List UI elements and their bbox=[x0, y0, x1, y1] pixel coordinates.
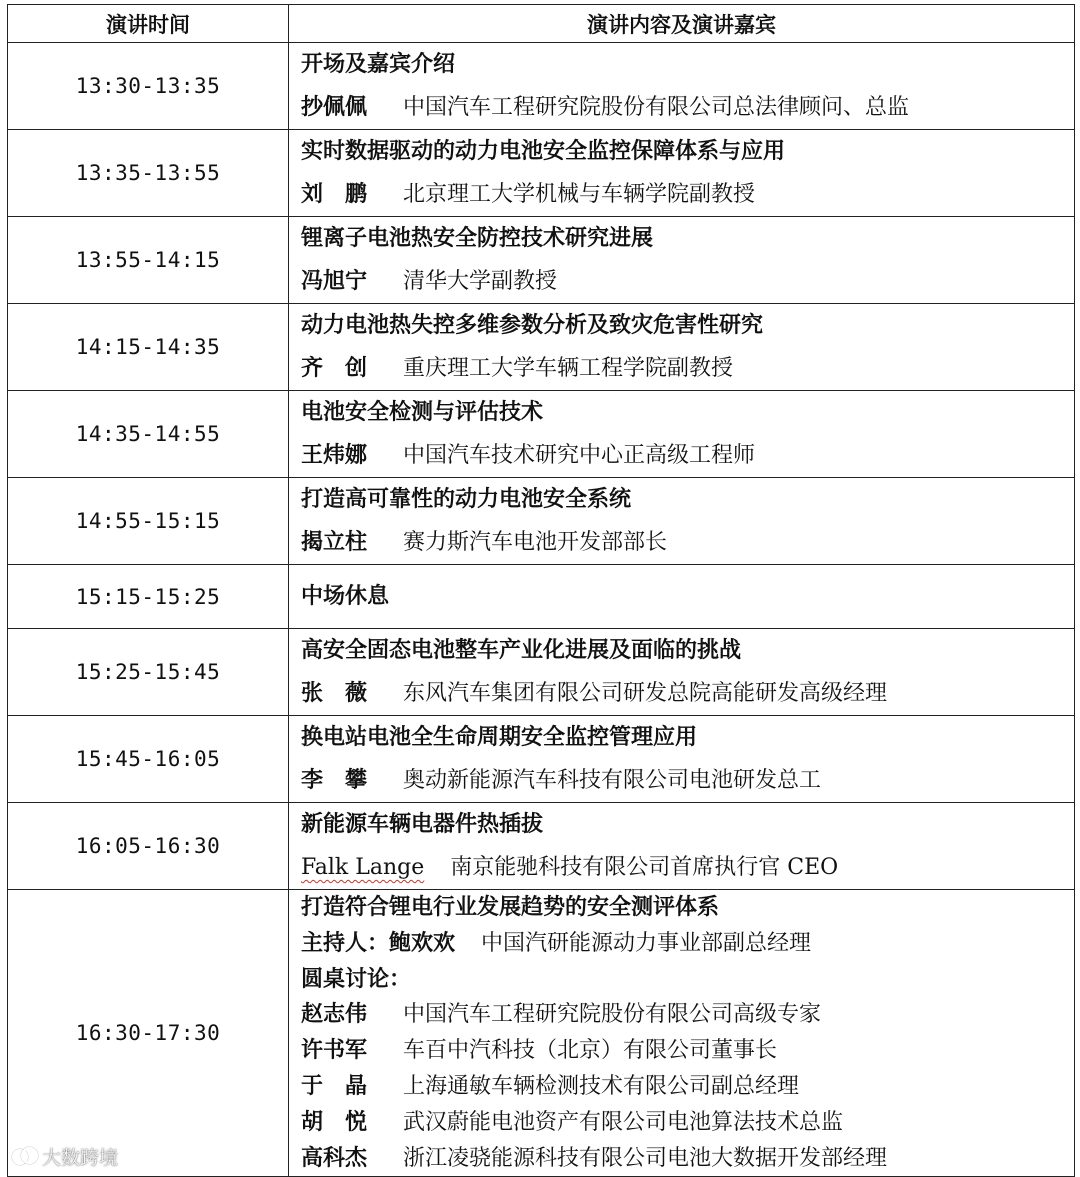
roundtable-row bbox=[8, 890, 1075, 1177]
speaker-name: 抄佩佩 bbox=[301, 94, 368, 120]
panelist-line bbox=[301, 1033, 1074, 1069]
session-row bbox=[8, 43, 1075, 130]
header-row bbox=[8, 5, 1075, 43]
session-time: 16:05-16:30 bbox=[8, 803, 289, 890]
speaker-line bbox=[301, 521, 1074, 564]
speaker-line bbox=[301, 173, 1074, 216]
session-time: 14:15-14:35 bbox=[8, 304, 289, 391]
roundtable-title: 打造符合锂电行业发展趋势的安全测评体系 bbox=[301, 894, 720, 920]
speaker-line bbox=[301, 86, 1074, 129]
speaker-line bbox=[301, 759, 1074, 802]
break-row bbox=[8, 565, 1075, 629]
panelist-name: 于 晶 bbox=[301, 1072, 368, 1099]
session-content bbox=[289, 478, 1075, 565]
session-content bbox=[289, 716, 1075, 803]
speaker-line bbox=[301, 672, 1074, 715]
session-title: 打造高可靠性的动力电池安全系统 bbox=[301, 486, 632, 512]
session-title: 新能源车辆电器件热插拔 bbox=[301, 811, 544, 837]
speaker-name: 齐 创 bbox=[301, 355, 368, 381]
agenda-table bbox=[7, 4, 1075, 1177]
session-row bbox=[8, 391, 1075, 478]
session-title: 高安全固态电池整车产业化进展及面临的挑战 bbox=[301, 637, 742, 663]
host-name: 主持人：鲍欢欢 bbox=[301, 929, 456, 956]
session-content bbox=[289, 43, 1075, 130]
session-row bbox=[8, 629, 1075, 716]
panelist-line bbox=[301, 1141, 1074, 1177]
time-column-header: 演讲时间 bbox=[8, 5, 289, 43]
panelist-affiliation: 浙江凌骁能源科技有限公司电池大数据开发部经理 bbox=[403, 1145, 888, 1171]
session-content bbox=[289, 391, 1075, 478]
content-column-header: 演讲内容及演讲嘉宾 bbox=[289, 5, 1075, 43]
session-title: 电池安全检测与评估技术 bbox=[301, 399, 544, 425]
session-time: 15:15-15:25 bbox=[8, 565, 289, 629]
host-line bbox=[301, 926, 1074, 962]
speaker-line bbox=[301, 347, 1074, 390]
session-time: 14:35-14:55 bbox=[8, 391, 289, 478]
session-row bbox=[8, 803, 1075, 890]
session-row bbox=[8, 716, 1075, 803]
session-row bbox=[8, 130, 1075, 217]
speaker-name: 冯旭宁 bbox=[301, 268, 368, 294]
session-row bbox=[8, 478, 1075, 565]
session-time: 13:30-13:35 bbox=[8, 43, 289, 130]
session-content bbox=[289, 304, 1075, 391]
watermark-text: 大数跨境 bbox=[42, 1147, 119, 1169]
panelist-name: 赵志伟 bbox=[301, 1001, 368, 1028]
speaker-affiliation: 赛力斯汽车电池开发部部长 bbox=[403, 530, 668, 555]
speaker-affiliation: 东风汽车集团有限公司研发总院高能研发高级经理 bbox=[403, 681, 888, 706]
session-row bbox=[8, 217, 1075, 304]
speaker-name: 张 薇 bbox=[301, 680, 368, 706]
speaker-name: 王炜娜 bbox=[301, 442, 368, 468]
session-content bbox=[289, 217, 1075, 304]
speaker-affiliation: 北京理工大学机械与车辆学院副教授 bbox=[403, 182, 756, 207]
speaker-affiliation: 中国汽车工程研究院股份有限公司总法律顾问、总监 bbox=[403, 95, 910, 120]
session-content bbox=[289, 629, 1075, 716]
host-affiliation: 中国汽研能源动力事业部副总经理 bbox=[481, 930, 812, 956]
speaker-affiliation: 奥动新能源汽车科技有限公司电池研发总工 bbox=[403, 768, 822, 793]
panelist-name: 许书军 bbox=[301, 1037, 368, 1064]
session-title: 开场及嘉宾介绍 bbox=[301, 51, 456, 77]
discussion-label: 圆桌讨论： bbox=[301, 965, 412, 992]
session-time: 13:35-13:55 bbox=[8, 130, 289, 217]
session-title: 锂离子电池热安全防控技术研究进展 bbox=[301, 225, 654, 251]
speaker-affiliation: 中国汽车技术研究中心正高级工程师 bbox=[403, 443, 756, 468]
session-title: 实时数据驱动的动力电池安全监控保障体系与应用 bbox=[301, 138, 786, 164]
session-content bbox=[289, 130, 1075, 217]
session-time: 13:55-14:15 bbox=[8, 217, 289, 304]
speaker-line bbox=[301, 260, 1074, 303]
session-time: 15:25-15:45 bbox=[8, 629, 289, 716]
speaker-affiliation: 重庆理工大学车辆工程学院副教授 bbox=[403, 356, 734, 381]
session-title: 中场休息 bbox=[301, 583, 390, 609]
roundtable-content bbox=[289, 890, 1075, 1177]
panelist-affiliation: 中国汽车工程研究院股份有限公司高级专家 bbox=[403, 1002, 822, 1028]
session-time: 16:30-17:30 bbox=[8, 890, 289, 1177]
session-content bbox=[289, 565, 1075, 629]
session-title: 动力电池热失控多维参数分析及致灾危害性研究 bbox=[301, 312, 764, 338]
watermark bbox=[12, 1143, 118, 1170]
speaker-line bbox=[301, 434, 1074, 477]
speaker-affiliation: 南京能驰科技有限公司首席执行官 CEO bbox=[450, 855, 839, 880]
panelist-affiliation: 武汉蔚能电池资产有限公司电池算法技术总监 bbox=[403, 1109, 844, 1135]
panelist-affiliation: 车百中汽科技（北京）有限公司董事长 bbox=[403, 1038, 778, 1064]
session-title: 换电站电池全生命周期安全监控管理应用 bbox=[301, 724, 698, 750]
speaker-affiliation: 清华大学副教授 bbox=[403, 269, 558, 294]
speaker-name: 揭立柱 bbox=[301, 529, 368, 555]
speaker-line bbox=[301, 846, 1074, 889]
session-row bbox=[8, 304, 1075, 391]
panelist-line bbox=[301, 997, 1074, 1033]
session-content bbox=[289, 803, 1075, 890]
speaker-name: 刘 鹏 bbox=[301, 181, 368, 207]
chat-bubbles-logo-icon bbox=[12, 1147, 38, 1167]
panelist-line bbox=[301, 1069, 1074, 1105]
panelist-name: 胡 悦 bbox=[301, 1108, 368, 1135]
panelist-name: 高科杰 bbox=[301, 1144, 368, 1171]
speaker-name: Falk Lange bbox=[301, 855, 425, 880]
panelist-affiliation: 上海通敏车辆检测技术有限公司副总经理 bbox=[403, 1073, 800, 1099]
panelist-line bbox=[301, 1105, 1074, 1141]
session-time: 14:55-15:15 bbox=[8, 478, 289, 565]
session-time: 15:45-16:05 bbox=[8, 716, 289, 803]
speaker-name: 李 攀 bbox=[301, 767, 368, 793]
